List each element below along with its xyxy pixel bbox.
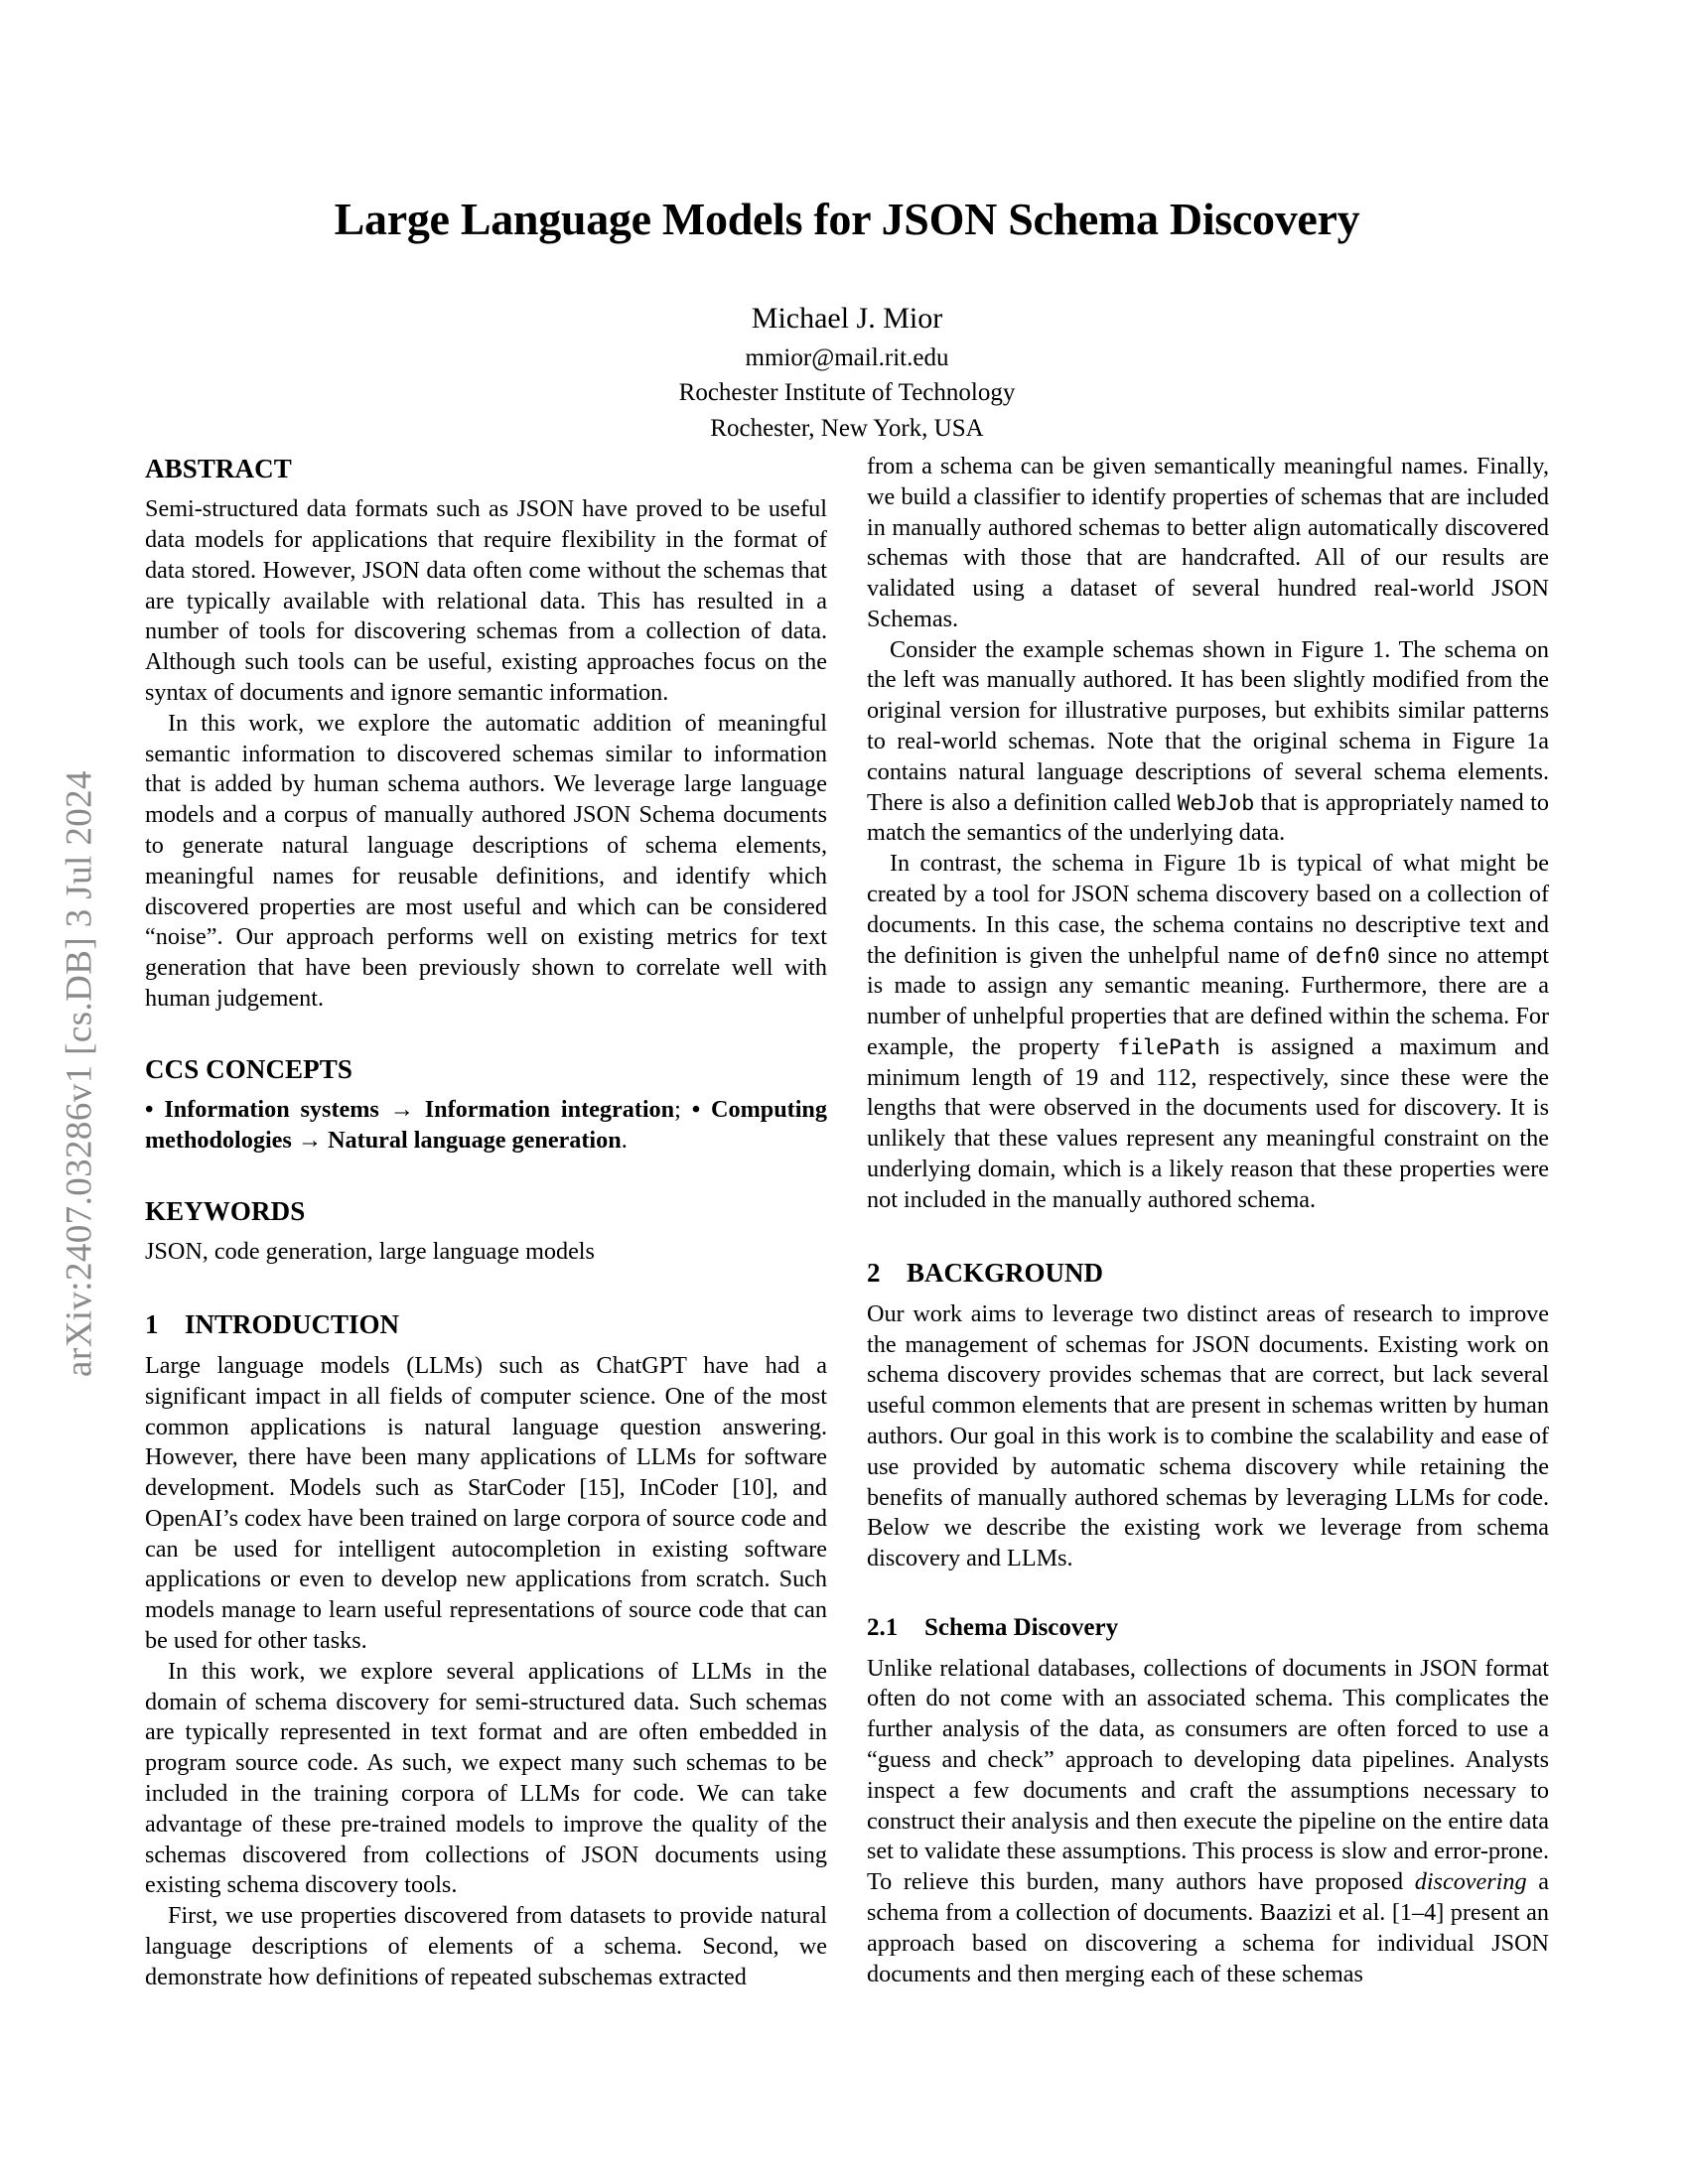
keywords-text: JSON, code generation, large language models xyxy=(145,1237,595,1265)
author-institution: Rochester Institute of Technology xyxy=(678,379,1016,407)
ccs-concepts-text xyxy=(145,1095,827,1157)
abstract-paragraph-2: In this work, we explore the automatic addition of meaningful semantic information to discovered schemas similar to information that is added by human schema authors. We leverage large language models and a corpus of manually authored JSON Schema documents to generate natural language descriptions of schema elements, meaningful names for reusable definitions, and identify which discovered properties are most useful and which can be considered “noise”. Our approach performs well on existing metrics for text generation that have been previously shown to correlate well with human judgement. xyxy=(145,709,827,1012)
author-location: Rochester, New York, USA xyxy=(710,414,984,442)
discovering-emphasis: discovering xyxy=(1414,1868,1527,1896)
intro-paragraph-2: In this work, we explore several applications of LLMs in the domain of schema discovery for semi-structured data. Such schemas are typically represented in text format and are often embedded in program source code. As such, we expect many such schemas to be included in the training corpora of LLMs for code. We can take advantage of these pre-trained models to improve the quality of the schemas discovered from collections of JSON documents using existing schema discovery tools. xyxy=(145,1657,827,1899)
ccs-concept-a: • Information systems → Information integration xyxy=(145,1095,675,1123)
abstract-heading: ABSTRACT xyxy=(145,454,292,483)
intro-paragraph-3: First, we use properties discovered from datasets to provide natural language descriptions of elements of a schema. Second, we demonstrate how definitions of repeated subschemas extracted xyxy=(145,1902,827,1990)
continued-paragraph-1: from a schema can be given semantically meaningful names. Finally, we build a classifier to identify properties of schemas that are included in manually authored schemas to better align automatically discovered schemas with those that are handcrafted. All of our results are validated using a dataset of several hundred real-world JSON Schemas. xyxy=(867,453,1549,632)
page-title: Large Language Models for JSON Schema Discovery xyxy=(334,194,1360,244)
figure1b-text-c: is assigned a maximum and minimum length of 19 and 112, respectively, since these were the lengths that were observed in the documents used for discovery. It is unlikely that these values represent any meaningful constraint on the underlying domain, which is a likely reason that these properties were not included in the manually authored schema. xyxy=(867,1032,1549,1213)
ccs-concepts-heading: CCS CONCEPTS xyxy=(145,1053,352,1084)
introduction-heading xyxy=(145,1307,827,1341)
intro-paragraph-1: Large language models (LLMs) such as ChatGPT have had a significant impact in all fields of computer science. One of the most common applications is natural language question answering. However, there have been many applications of LLMs for software development. Models such as StarCoder [15], InCoder [10], and OpenAI’s codex have been trained on large corpora of source code and can be used for intelligent autocompletion in existing software applications or even to develop new applications from scratch. Such models manage to learn useful representations of source code that can be used for other tasks. xyxy=(145,1352,827,1655)
figure1-intro-text-b: that is appropriately named to match the semantics of the underlying data. xyxy=(867,788,1549,847)
introduction-number: 1 xyxy=(145,1308,159,1339)
author-block xyxy=(145,298,1549,446)
ccs-separator: ; xyxy=(674,1095,692,1123)
introduction-title: INTRODUCTION xyxy=(185,1308,400,1339)
author-name: Michael J. Mior xyxy=(751,302,943,335)
background-paragraph-1: Our work aims to leverage two distinct areas of research to improve the management of schemas for JSON documents. Existing work on schema discovery provides schemas that are correct, but lack several useful common elements that are present in schemas written by human authors. Our goal in this work is to combine the scalability and ease of use provided by automatic schema discovery while retaining the benefits of manually authored schemas by leveraging LLMs for code. Below we describe the existing work we leverage from schema discovery and LLMs. xyxy=(867,1299,1549,1572)
title-block xyxy=(145,194,1549,246)
right-column xyxy=(867,452,1549,1989)
figure1-intro-text-a: Consider the example schemas shown in Figure 1. The schema on the left was manually authored. It has been slightly modified from the original version for illustrative purposes, but exhibits similar patterns to real-world schemas. Note that the original schema in Figure 1a contains natural language descriptions of several schema elements. There is also a definition called xyxy=(867,635,1549,816)
filepath-code-term: filePath xyxy=(1117,1034,1220,1060)
keywords-heading: KEYWORDS xyxy=(145,1195,306,1226)
author-email: mmior@mail.rit.edu xyxy=(745,343,949,371)
left-column xyxy=(145,452,827,1992)
schema-discovery-text-b: a schema from a collection of documents. Baazizi et al. [1–4] present an approach based on discovering a schema for individual JSON documents and then merging each of these schemas xyxy=(867,1868,1549,1987)
webjob-code-term: WebJob xyxy=(1177,790,1255,816)
figure1b-text-a: In contrast, the schema in Figure 1b is typical of what might be created by a tool for JSON schema discovery based on a collection of documents. In this case, the schema contains no descriptive text and the definition is given the unhelpful name of xyxy=(867,850,1549,969)
background-title: BACKGROUND xyxy=(907,1257,1104,1288)
continued-paragraph-3 xyxy=(867,849,1549,1215)
ccs-concept-b: • Computing methodologies → Natural language generation xyxy=(145,1095,827,1154)
continued-paragraph-2 xyxy=(867,635,1549,849)
figure1b-text-b: since no attempt is made to assign any semantic meaning. Furthermore, there are a number of unhelpful properties that are defined within the schema. For example, the property xyxy=(867,941,1549,1060)
arxiv-identifier-text: arXiv:2407.03286v1 [cs.DB] 3 Jul 2024 xyxy=(59,770,100,1377)
schema-discovery-number: 2.1 xyxy=(867,1613,899,1641)
background-number: 2 xyxy=(867,1257,881,1288)
schema-discovery-paragraph-1 xyxy=(867,1654,1549,1990)
background-heading xyxy=(867,1256,1549,1290)
ccs-period: . xyxy=(621,1126,628,1154)
schema-discovery-title: Schema Discovery xyxy=(924,1613,1119,1641)
schema-discovery-text-a: Unlike relational databases, collections of documents in JSON format often do not come with an associated schema. This complicates the further analysis of the data, as consumers are often forced to use a “guess and check” approach to developing data pipelines. Analysts inspect a few documents and craft the assumptions necessary to construct their analysis and then execute the pipeline on the entire data set to validate these assumptions. This process is slow and error-prone. To relieve this burden, many authors have proposed xyxy=(867,1654,1549,1896)
abstract-paragraph-1: Semi-structured data formats such as JSON have proved to be useful data models for applications that require flexibility in the format of data stored. However, JSON data often come without the schemas that are typically available with relational data. This has resulted in a number of tools for discovering schemas from a collection of data. Although such tools can be useful, existing approaches focus on the syntax of documents and ignore semantic information. xyxy=(145,495,827,707)
defn0-code-term: defn0 xyxy=(1315,943,1380,969)
schema-discovery-heading xyxy=(867,1612,1549,1644)
